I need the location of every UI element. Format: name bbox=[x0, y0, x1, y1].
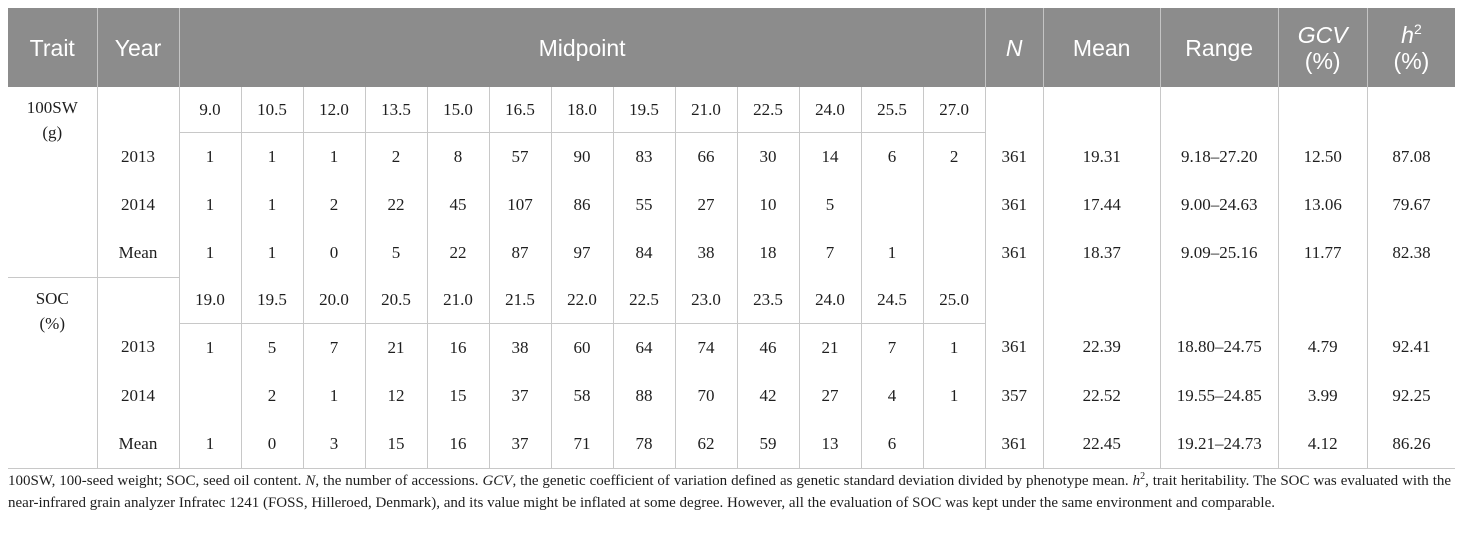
count-cell: 71 bbox=[551, 420, 613, 469]
midpoint-value: 19.5 bbox=[241, 278, 303, 324]
count-cell: 1 bbox=[179, 181, 241, 229]
year-cell: Mean bbox=[97, 229, 179, 278]
count-cell: 13 bbox=[799, 420, 861, 469]
count-cell: 1 bbox=[179, 133, 241, 182]
count-cell: 97 bbox=[551, 229, 613, 278]
count-cell: 60 bbox=[551, 323, 613, 372]
table-body bbox=[8, 87, 1455, 468]
trait-label bbox=[8, 278, 97, 469]
stat-cell-empty bbox=[1278, 87, 1367, 133]
stat-cell-empty bbox=[1278, 278, 1367, 324]
count-cell: 90 bbox=[551, 133, 613, 182]
data-table-container bbox=[8, 8, 1451, 469]
count-cell: 2 bbox=[303, 181, 365, 229]
mean-cell: 18.37 bbox=[1043, 229, 1160, 278]
range-cell: 9.09–25.16 bbox=[1160, 229, 1278, 278]
stat-cell-empty bbox=[985, 87, 1043, 133]
footnote-gcv-symbol: GCV bbox=[482, 473, 513, 489]
count-cell: 107 bbox=[489, 181, 551, 229]
trait-name: 100SW bbox=[26, 98, 78, 117]
n-cell: 361 bbox=[985, 133, 1043, 182]
count-cell: 27 bbox=[675, 181, 737, 229]
count-cell: 37 bbox=[489, 420, 551, 469]
count-cell: 57 bbox=[489, 133, 551, 182]
table-row bbox=[8, 420, 1455, 469]
midpoint-value: 19.0 bbox=[179, 278, 241, 324]
gcv-cell: 4.79 bbox=[1278, 323, 1367, 372]
header-h2 bbox=[1367, 8, 1455, 87]
footnote-part-4: , trait heritability. The SOC was evaluated with the near-infrared grain analyzer Infratec 1241 (FOSS, Hilleroed, Denmark), and its value might be inflated at some degree. However, all the evaluation of SOC was kept under the same environment and comparable. bbox=[8, 473, 1452, 511]
midpoint-value: 22.5 bbox=[613, 278, 675, 324]
year-cell bbox=[97, 278, 179, 324]
midpoint-value: 24.5 bbox=[861, 278, 923, 324]
header-gcv-unit: (%) bbox=[1304, 47, 1341, 74]
header-h2-superscript: 2 bbox=[1413, 20, 1422, 37]
year-cell: 2013 bbox=[97, 323, 179, 372]
data-table bbox=[8, 8, 1455, 469]
year-cell bbox=[97, 87, 179, 133]
table-header bbox=[8, 8, 1455, 87]
count-cell: 1 bbox=[303, 372, 365, 420]
count-cell: 64 bbox=[613, 323, 675, 372]
count-cell: 16 bbox=[427, 323, 489, 372]
midpoint-value: 10.5 bbox=[241, 87, 303, 133]
footnote-h-superscript: 2 bbox=[1140, 471, 1146, 482]
midpoint-value: 19.5 bbox=[613, 87, 675, 133]
n-cell: 361 bbox=[985, 229, 1043, 278]
h2-cell: 92.25 bbox=[1367, 372, 1455, 420]
header-midpoint: Midpoint bbox=[179, 8, 985, 87]
midpoint-value: 12.0 bbox=[303, 87, 365, 133]
count-cell: 46 bbox=[737, 323, 799, 372]
trait-unit: (%) bbox=[39, 314, 65, 333]
header-h2-label: h bbox=[1401, 21, 1414, 48]
count-cell: 1 bbox=[179, 229, 241, 278]
count-cell: 38 bbox=[675, 229, 737, 278]
count-cell: 27 bbox=[799, 372, 861, 420]
mean-cell: 22.39 bbox=[1043, 323, 1160, 372]
midpoint-value: 25.0 bbox=[923, 278, 985, 324]
midpoint-value: 21.0 bbox=[675, 87, 737, 133]
range-cell: 19.55–24.85 bbox=[1160, 372, 1278, 420]
header-trait: Trait bbox=[8, 8, 97, 87]
count-cell: 1 bbox=[303, 133, 365, 182]
count-cell: 2 bbox=[241, 372, 303, 420]
footnote-part-1: 100SW, 100-seed weight; SOC, seed oil content. bbox=[8, 473, 306, 489]
count-cell: 8 bbox=[427, 133, 489, 182]
count-cell: 1 bbox=[241, 229, 303, 278]
count-cell: 12 bbox=[365, 372, 427, 420]
count-cell: 1 bbox=[241, 133, 303, 182]
mean-cell: 19.31 bbox=[1043, 133, 1160, 182]
h2-cell: 92.41 bbox=[1367, 323, 1455, 372]
count-cell: 66 bbox=[675, 133, 737, 182]
midpoint-value: 22.0 bbox=[551, 278, 613, 324]
count-cell: 74 bbox=[675, 323, 737, 372]
table-row bbox=[8, 323, 1455, 372]
midpoint-value: 23.5 bbox=[737, 278, 799, 324]
midpoint-band-row bbox=[8, 278, 1455, 324]
midpoint-value: 9.0 bbox=[179, 87, 241, 133]
h2-cell: 79.67 bbox=[1367, 181, 1455, 229]
footnote-part-3: , the genetic coefficient of variation defined as genetic standard deviation divided by phenotype mean. bbox=[512, 473, 1133, 489]
midpoint-band-row bbox=[8, 87, 1455, 133]
count-cell: 1 bbox=[179, 420, 241, 469]
count-cell: 83 bbox=[613, 133, 675, 182]
year-cell: Mean bbox=[97, 420, 179, 469]
midpoint-value: 22.5 bbox=[737, 87, 799, 133]
count-cell: 2 bbox=[923, 133, 985, 182]
footnote-h-symbol: h bbox=[1132, 473, 1141, 489]
count-cell: 84 bbox=[613, 229, 675, 278]
trait-unit: (g) bbox=[42, 123, 63, 142]
year-cell: 2014 bbox=[97, 372, 179, 420]
table-row bbox=[8, 133, 1455, 182]
mean-cell: 17.44 bbox=[1043, 181, 1160, 229]
count-cell: 37 bbox=[489, 372, 551, 420]
midpoint-value: 18.0 bbox=[551, 87, 613, 133]
count-cell: 1 bbox=[923, 372, 985, 420]
range-cell: 18.80–24.75 bbox=[1160, 323, 1278, 372]
count-cell: 0 bbox=[241, 420, 303, 469]
count-cell: 45 bbox=[427, 181, 489, 229]
gcv-cell: 12.50 bbox=[1278, 133, 1367, 182]
trait-label bbox=[8, 87, 97, 278]
h2-cell: 87.08 bbox=[1367, 133, 1455, 182]
stat-cell-empty bbox=[1160, 278, 1278, 324]
count-cell: 21 bbox=[365, 323, 427, 372]
midpoint-value: 24.0 bbox=[799, 87, 861, 133]
count-cell: 62 bbox=[675, 420, 737, 469]
table-row bbox=[8, 181, 1455, 229]
count-cell bbox=[861, 181, 923, 229]
count-cell: 14 bbox=[799, 133, 861, 182]
count-cell: 5 bbox=[799, 181, 861, 229]
footnote-n-symbol: N bbox=[305, 473, 316, 489]
count-cell: 42 bbox=[737, 372, 799, 420]
count-cell: 4 bbox=[861, 372, 923, 420]
n-cell: 361 bbox=[985, 420, 1043, 469]
table-footnote bbox=[8, 470, 1451, 514]
n-cell: 361 bbox=[985, 181, 1043, 229]
count-cell: 70 bbox=[675, 372, 737, 420]
midpoint-value: 27.0 bbox=[923, 87, 985, 133]
gcv-cell: 13.06 bbox=[1278, 181, 1367, 229]
count-cell: 88 bbox=[613, 372, 675, 420]
count-cell bbox=[179, 372, 241, 420]
count-cell: 6 bbox=[861, 420, 923, 469]
count-cell: 78 bbox=[613, 420, 675, 469]
count-cell: 1 bbox=[861, 229, 923, 278]
header-n bbox=[985, 8, 1043, 87]
stat-cell-empty bbox=[1367, 87, 1455, 133]
count-cell: 3 bbox=[303, 420, 365, 469]
count-cell: 38 bbox=[489, 323, 551, 372]
count-cell: 22 bbox=[427, 229, 489, 278]
count-cell: 30 bbox=[737, 133, 799, 182]
table-row bbox=[8, 372, 1455, 420]
n-cell: 357 bbox=[985, 372, 1043, 420]
count-cell: 55 bbox=[613, 181, 675, 229]
header-gcv bbox=[1278, 8, 1367, 87]
count-cell: 1 bbox=[241, 181, 303, 229]
count-cell: 7 bbox=[861, 323, 923, 372]
stat-cell-empty bbox=[1043, 87, 1160, 133]
stat-cell-empty bbox=[1043, 278, 1160, 324]
count-cell: 1 bbox=[923, 323, 985, 372]
n-cell: 361 bbox=[985, 323, 1043, 372]
count-cell: 58 bbox=[551, 372, 613, 420]
midpoint-value: 20.0 bbox=[303, 278, 365, 324]
midpoint-value: 21.0 bbox=[427, 278, 489, 324]
count-cell: 21 bbox=[799, 323, 861, 372]
midpoint-value: 23.0 bbox=[675, 278, 737, 324]
footnote-part-2: , the number of accessions. bbox=[315, 473, 483, 489]
stat-cell-empty bbox=[985, 278, 1043, 324]
count-cell: 7 bbox=[303, 323, 365, 372]
mean-cell: 22.52 bbox=[1043, 372, 1160, 420]
year-cell: 2013 bbox=[97, 133, 179, 182]
table-row bbox=[8, 229, 1455, 278]
header-h2-unit: (%) bbox=[1393, 47, 1430, 74]
h2-cell: 82.38 bbox=[1367, 229, 1455, 278]
count-cell: 18 bbox=[737, 229, 799, 278]
year-cell: 2014 bbox=[97, 181, 179, 229]
gcv-cell: 11.77 bbox=[1278, 229, 1367, 278]
range-cell: 9.00–24.63 bbox=[1160, 181, 1278, 229]
stat-cell-empty bbox=[1367, 278, 1455, 324]
midpoint-value: 13.5 bbox=[365, 87, 427, 133]
count-cell: 5 bbox=[241, 323, 303, 372]
midpoint-value: 16.5 bbox=[489, 87, 551, 133]
count-cell: 22 bbox=[365, 181, 427, 229]
midpoint-value: 20.5 bbox=[365, 278, 427, 324]
trait-name: SOC bbox=[35, 289, 69, 308]
count-cell: 15 bbox=[427, 372, 489, 420]
header-range: Range bbox=[1160, 8, 1278, 87]
count-cell: 5 bbox=[365, 229, 427, 278]
range-cell: 9.18–27.20 bbox=[1160, 133, 1278, 182]
count-cell: 87 bbox=[489, 229, 551, 278]
count-cell: 86 bbox=[551, 181, 613, 229]
range-cell: 19.21–24.73 bbox=[1160, 420, 1278, 469]
count-cell bbox=[923, 420, 985, 469]
gcv-cell: 4.12 bbox=[1278, 420, 1367, 469]
midpoint-value: 15.0 bbox=[427, 87, 489, 133]
header-row bbox=[8, 8, 1455, 87]
count-cell: 15 bbox=[365, 420, 427, 469]
h2-cell: 86.26 bbox=[1367, 420, 1455, 469]
count-cell: 7 bbox=[799, 229, 861, 278]
header-mean: Mean bbox=[1043, 8, 1160, 87]
mean-cell: 22.45 bbox=[1043, 420, 1160, 469]
count-cell: 2 bbox=[365, 133, 427, 182]
gcv-cell: 3.99 bbox=[1278, 372, 1367, 420]
header-gcv-label: GCV bbox=[1297, 21, 1348, 48]
count-cell bbox=[923, 181, 985, 229]
count-cell bbox=[923, 229, 985, 278]
count-cell: 1 bbox=[179, 323, 241, 372]
count-cell: 6 bbox=[861, 133, 923, 182]
count-cell: 10 bbox=[737, 181, 799, 229]
count-cell: 16 bbox=[427, 420, 489, 469]
midpoint-value: 21.5 bbox=[489, 278, 551, 324]
count-cell: 59 bbox=[737, 420, 799, 469]
stat-cell-empty bbox=[1160, 87, 1278, 133]
header-n-label: N bbox=[1005, 34, 1023, 61]
midpoint-value: 25.5 bbox=[861, 87, 923, 133]
count-cell: 0 bbox=[303, 229, 365, 278]
midpoint-value: 24.0 bbox=[799, 278, 861, 324]
header-year: Year bbox=[97, 8, 179, 87]
